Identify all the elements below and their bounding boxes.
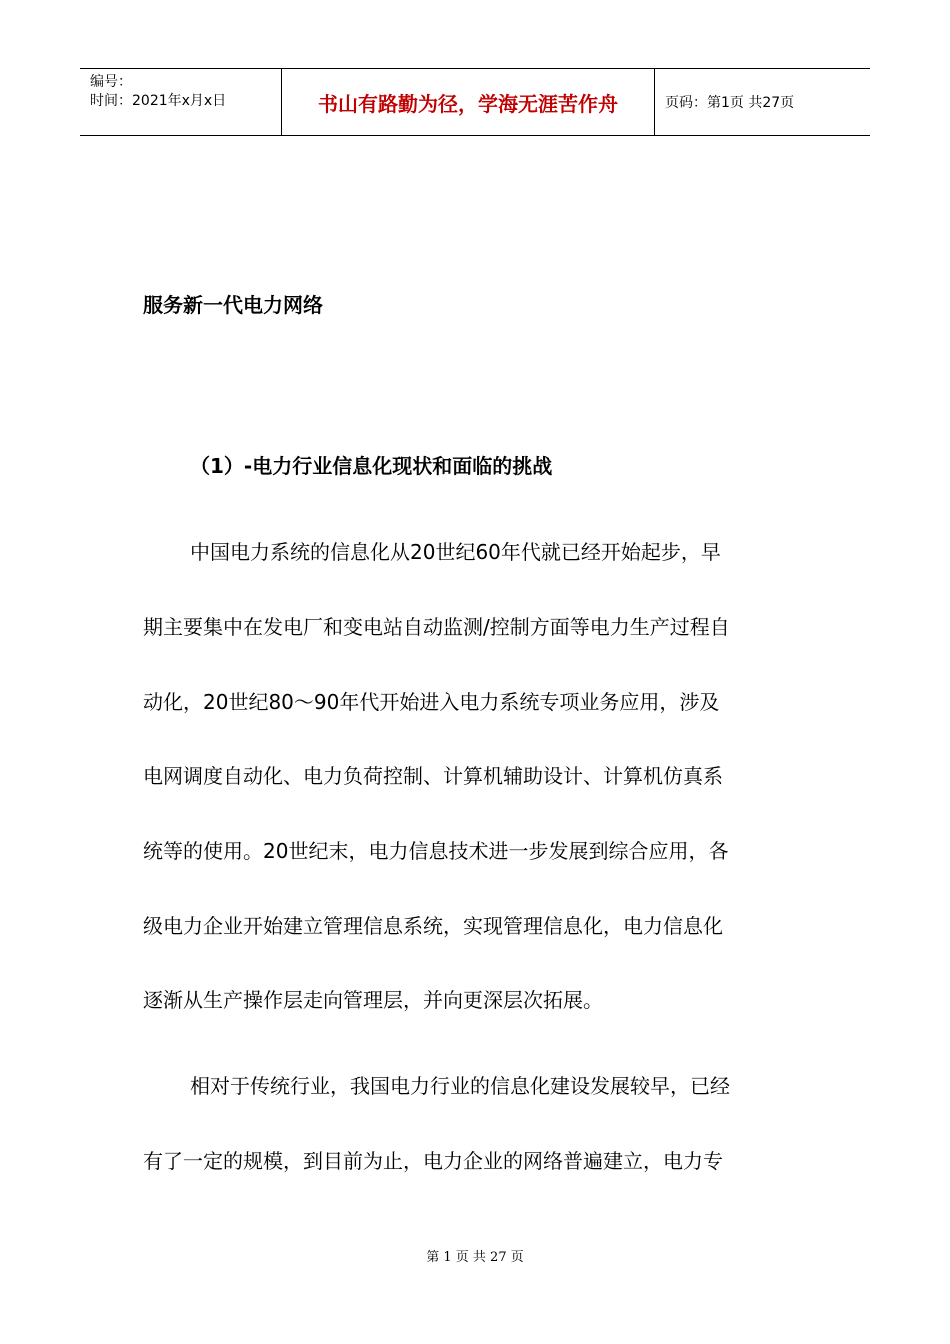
paragraph-line: 统等的使用。20世纪末，电力信息技术进一步发展到综合应用，各 bbox=[143, 839, 729, 863]
number-label: 编号： bbox=[90, 74, 132, 90]
header-motto: 书山有路勤为径，学海无涯苦作舟 bbox=[318, 91, 618, 116]
paragraph-line: 电网调度自动化、电力负荷控制、计算机辅助设计、计算机仿真系 bbox=[143, 764, 723, 788]
paragraph-line: 中国电力系统的信息化从20世纪60年代就已经开始起步，早 bbox=[190, 540, 721, 564]
paragraph-line: 逐渐从生产操作层走向管理层，并向更深层次拓展。 bbox=[143, 988, 603, 1012]
paragraph-line: 动化，20世纪80～90年代开始进入电力系统专项业务应用，涉及 bbox=[143, 690, 720, 714]
paragraph-line: 期主要集中在发电厂和变电站自动监测/控制方面等电力生产过程自 bbox=[143, 615, 730, 639]
paragraph-line: 级电力企业开始建立管理信息系统，实现管理信息化，电力信息化 bbox=[143, 914, 723, 938]
page-footer: 第 1 页 共 27 页 bbox=[426, 1250, 524, 1265]
section-heading: （1）-电力行业信息化现状和面临的挑战 bbox=[190, 454, 553, 478]
page-header bbox=[80, 68, 870, 136]
date-label: 时间：2021年x月x日 bbox=[90, 93, 227, 109]
paragraph-line: 有了一定的规模，到目前为止，电力企业的网络普遍建立，电力专 bbox=[143, 1149, 723, 1173]
paragraph-line: 相对于传统行业，我国电力行业的信息化建设发展较早，已经 bbox=[190, 1074, 730, 1098]
header-divider bbox=[654, 69, 655, 135]
header-page-info: 页码：第1页 共27页 bbox=[665, 95, 795, 111]
document-title: 服务新一代电力网络 bbox=[143, 293, 323, 317]
header-left-cell bbox=[90, 73, 226, 111]
